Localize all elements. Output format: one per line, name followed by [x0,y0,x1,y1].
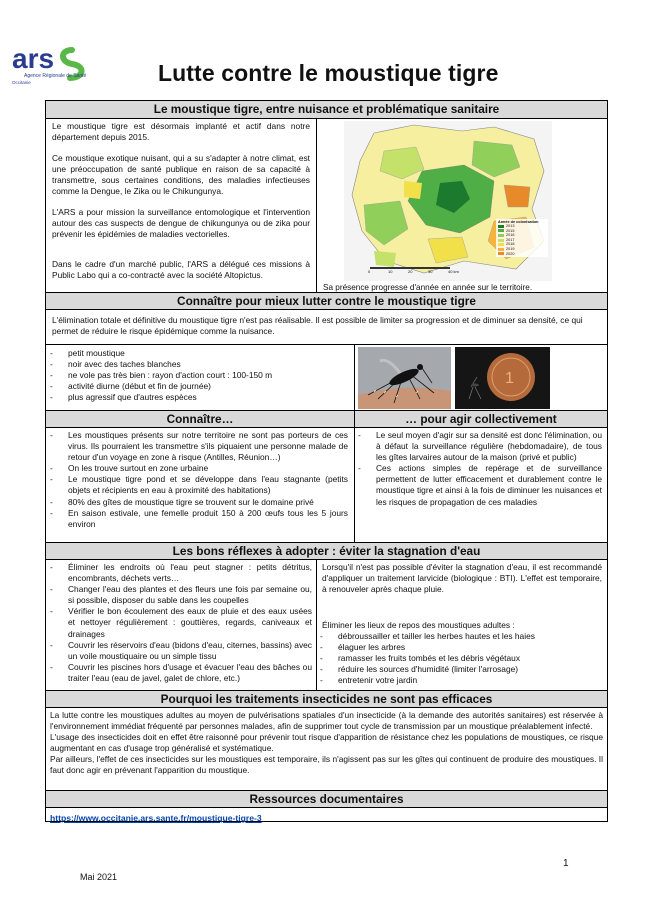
section1-para-4: Dans le cadre d'un marché public, l'ARS a délégué ces missions à Public Labo qui a co-contracté avec la société Altopictus. [52,259,310,280]
section1-para-1: Le moustique tigre est désormais implanté et actif dans notre département depuis 2015. [52,121,310,142]
map-legend-swatch [498,234,504,237]
page-title: Lutte contre le moustique tigre [158,60,499,86]
list-item: - réduire les sources d'humidité (limiter l'arrosage) [318,664,602,675]
content-frame [45,100,608,822]
map-scale-label: 20 [408,269,413,274]
ars-logo-sub1: Agence Régionale de Santé [24,73,87,79]
map-scale-bar [358,267,468,276]
coin-photo [455,347,550,409]
section2-intro: L'élimination totale et définitive du moustique tigre n'est pas réalisable. Il est possible de limiter sa progression et de diminuer sa densité, ce qui permet de réduire le risque épidémique comme la nuisance. [52,315,583,336]
mosquito-photo [358,347,451,409]
section4-right-intro: Lorsqu'il n'est pas possible d'éviter la stagnation d'eau, il est recommandé d'appliquer un traitement larvicide (biologique : BTI). L'effet est temporaire, à renouveler après chaque pluie. [322,562,602,594]
list-item: - Vérifier le bon écoulement des eaux de pluie et des eaux usées et nettoyer régulièrement : gouttières, regards, caniveaux et drainages [48,606,312,639]
section1-text [52,121,310,281]
section4-left-wrap [48,562,312,684]
resources-row [50,808,603,826]
resources-link[interactable]: https://www.occitanie.ars.sante.fr/moustique-tigre-3 [50,813,262,823]
map-scale-labels [358,269,468,275]
ars-logo-sub2: Occitanie [12,80,31,85]
map-legend-swatch [498,229,504,232]
ars-logo-text: ars [12,44,55,74]
list-item: - petit moustique [48,348,350,359]
section4-rest-intro: Éliminer les lieux de repos des moustiques adultes : [322,620,515,630]
map-legend-items [498,224,546,256]
section4-rest-list [318,631,602,686]
map-legend-label: 2013 [506,224,515,228]
section5-para-3: Par ailleurs, l'effet de ces insecticides sur les moustiques est temporaire, ils n'agissent pas sur les gîtes qui continuent de produire des moustiques. Il faut donc agir en prévenant l'apparition du moustique. [50,754,603,775]
map-legend-label: 2018 [506,242,515,247]
section3-left-wrap [48,430,348,530]
list-item: - débroussailler et tailler les herbes hautes et les haies [318,631,602,642]
page-number: 1 [563,858,569,869]
section3-heading-bar [46,410,607,428]
section4-left-list [48,562,312,684]
list-item: - Éliminer les endroits où l'eau peut stagner : petits détritus, encombrants, déchets verts… [48,562,312,584]
map-scale-label: 40 km [448,269,459,274]
list-item: - Changer l'eau des plantes et des fleurs une fois par semaine ou, si possible, disposer du sable dans les coupelles [48,584,312,606]
section3-right-heading: … pour agir collectivement [405,412,557,426]
list-item: - Le seul moyen d'agir sur sa densité est donc l'élimination, ou à défaut la surveillance régulière (hebdomadaire), de tous les gîtes larvaires autour de la maison (privé et public) [356,430,602,463]
map-legend-swatch [498,243,504,246]
map-legend-label: 2016 [506,233,515,238]
map-legend [496,219,548,257]
section2-heading: Connaître pour mieux lutter contre le moustique tigre [46,292,607,310]
map-legend-swatch [498,239,504,242]
list-item: - 80% des gîtes de moustique tigre se trouvent sur le domaine privé [48,497,348,508]
list-item: - ramasser les fruits tombés et les débris végétaux [318,653,602,664]
list-item: - En saison estivale, une femelle produit 150 à 200 œufs tous les 5 jours environ [48,508,348,530]
list-item: - noir avec des taches blanches [48,359,350,370]
section1-heading: Le moustique tigre, entre nuisance et problématique sanitaire [46,101,607,119]
footer-date: Mai 2021 [80,872,118,882]
list-item: - plus agressif que d'autres espèces [48,392,350,403]
section5-heading: Pourquoi les traitements insecticides ne sont pas efficaces [46,690,607,708]
list-item: - ne vole pas très bien : rayon d'action court : 100-150 m [48,370,350,381]
map-legend-swatch [498,252,504,255]
section4-rest-wrap [318,631,602,686]
list-item: - entretenir votre jardin [318,675,602,686]
list-item: - Les moustiques présents sur notre territoire ne sont pas porteurs de ces virus. Ils pourraient les transmettre s'ils piquaient une personne malade de retour d'un voyage en zone à risque (Antilles, Réunion…) [48,430,348,463]
map-scale-label: 10 [388,269,393,274]
section5-para-1: La lutte contre les moustiques adultes au moyen de pulvérisations spatiales d'un insecticide (à la demande des autorités sanitaires) est réservée à l'environnement immédiat fréquenté par personnes malades, afin de supprimer tout cycle de transmission par un moustique préalablement infecté. [50,710,603,731]
colonisation-map [344,121,552,281]
section1-para-3: L'ARS a pour mission la surveillance entomologique et l'intervention autour des cas suspects de dengue de chikungunya ou de zika pour prévenir les épidémies de maladies vectorielles. [52,207,310,239]
map-caption: Sa présence progresse d'année en année sur le territoire. [323,283,533,292]
map-legend-title: Année de colonisation [498,220,539,224]
map-legend-swatch [498,248,504,251]
map-scale-label: 30 [428,269,433,274]
section6-heading: Ressources documentaires [46,790,607,808]
list-item: - Couvrir les réservoirs d'eau (bidons d'eau, citernes, bassins) avec un voile moustiquaire ou un simple tissu [48,640,312,662]
list-item: - Ces actions simples de repérage et de surveillance permettent de lutter efficacement et durablement contre le moustique tigre et ainsi à la fois de diminuer les nuisances et les risques de propagation de ces maladies [356,463,602,507]
list-item: - élaguer les arbres [318,642,602,653]
map-legend-label: 2017 [506,237,515,242]
section5-text [50,710,603,776]
traits-list-wrap [48,348,350,403]
list-item: - Couvrir les piscines hors d'usage et évacuer l'eau des bâches ou traiter l'eau (eau de javel, galet de chlore, etc.) [48,662,312,684]
list-item: - On les trouve surtout en zone urbaine [48,463,348,474]
list-item: - activité diurne (début et fin de journée) [48,381,350,392]
map-legend-label: 2020 [506,251,515,256]
section1-para-2: Ce moustique exotique nuisant, qui a su s'adapter à notre climat, est une préoccupation de santé publique en raison de sa capacité à transmettre, sous certaines conditions, des maladies infectieuses comme la Dengue, le Zika ou le Chikungunya. [52,153,310,196]
section4-heading: Les bons réflexes à adopter : éviter la stagnation d'eau [46,542,607,560]
section5-para-2: L'usage des insecticides doit en effet être raisonné pour prévenir tout risque d'apparition de résistance chez les populations de moustiques, ce risque augmentant en cas d'usage trop généralisé et systématique. [50,732,603,753]
map-legend-item [498,252,546,257]
map-legend-label: 2019 [506,246,515,251]
section3-left-heading: Connaître… [166,412,234,426]
list-item: - Le moustique tigre pond et se développe dans l'eau stagnante (petits objets et récipients en eau à proximité des habitations) [48,474,348,496]
map-scale-label: 0 [368,269,371,274]
map-legend-label: 2015 [506,228,515,233]
section3-right-wrap [356,430,602,508]
ars-logo [10,44,105,96]
svg-text:1: 1 [505,370,514,387]
section3-left-list [48,430,348,530]
section3-right-list [356,430,602,508]
traits-list [48,348,350,403]
map-legend-swatch [498,225,504,228]
